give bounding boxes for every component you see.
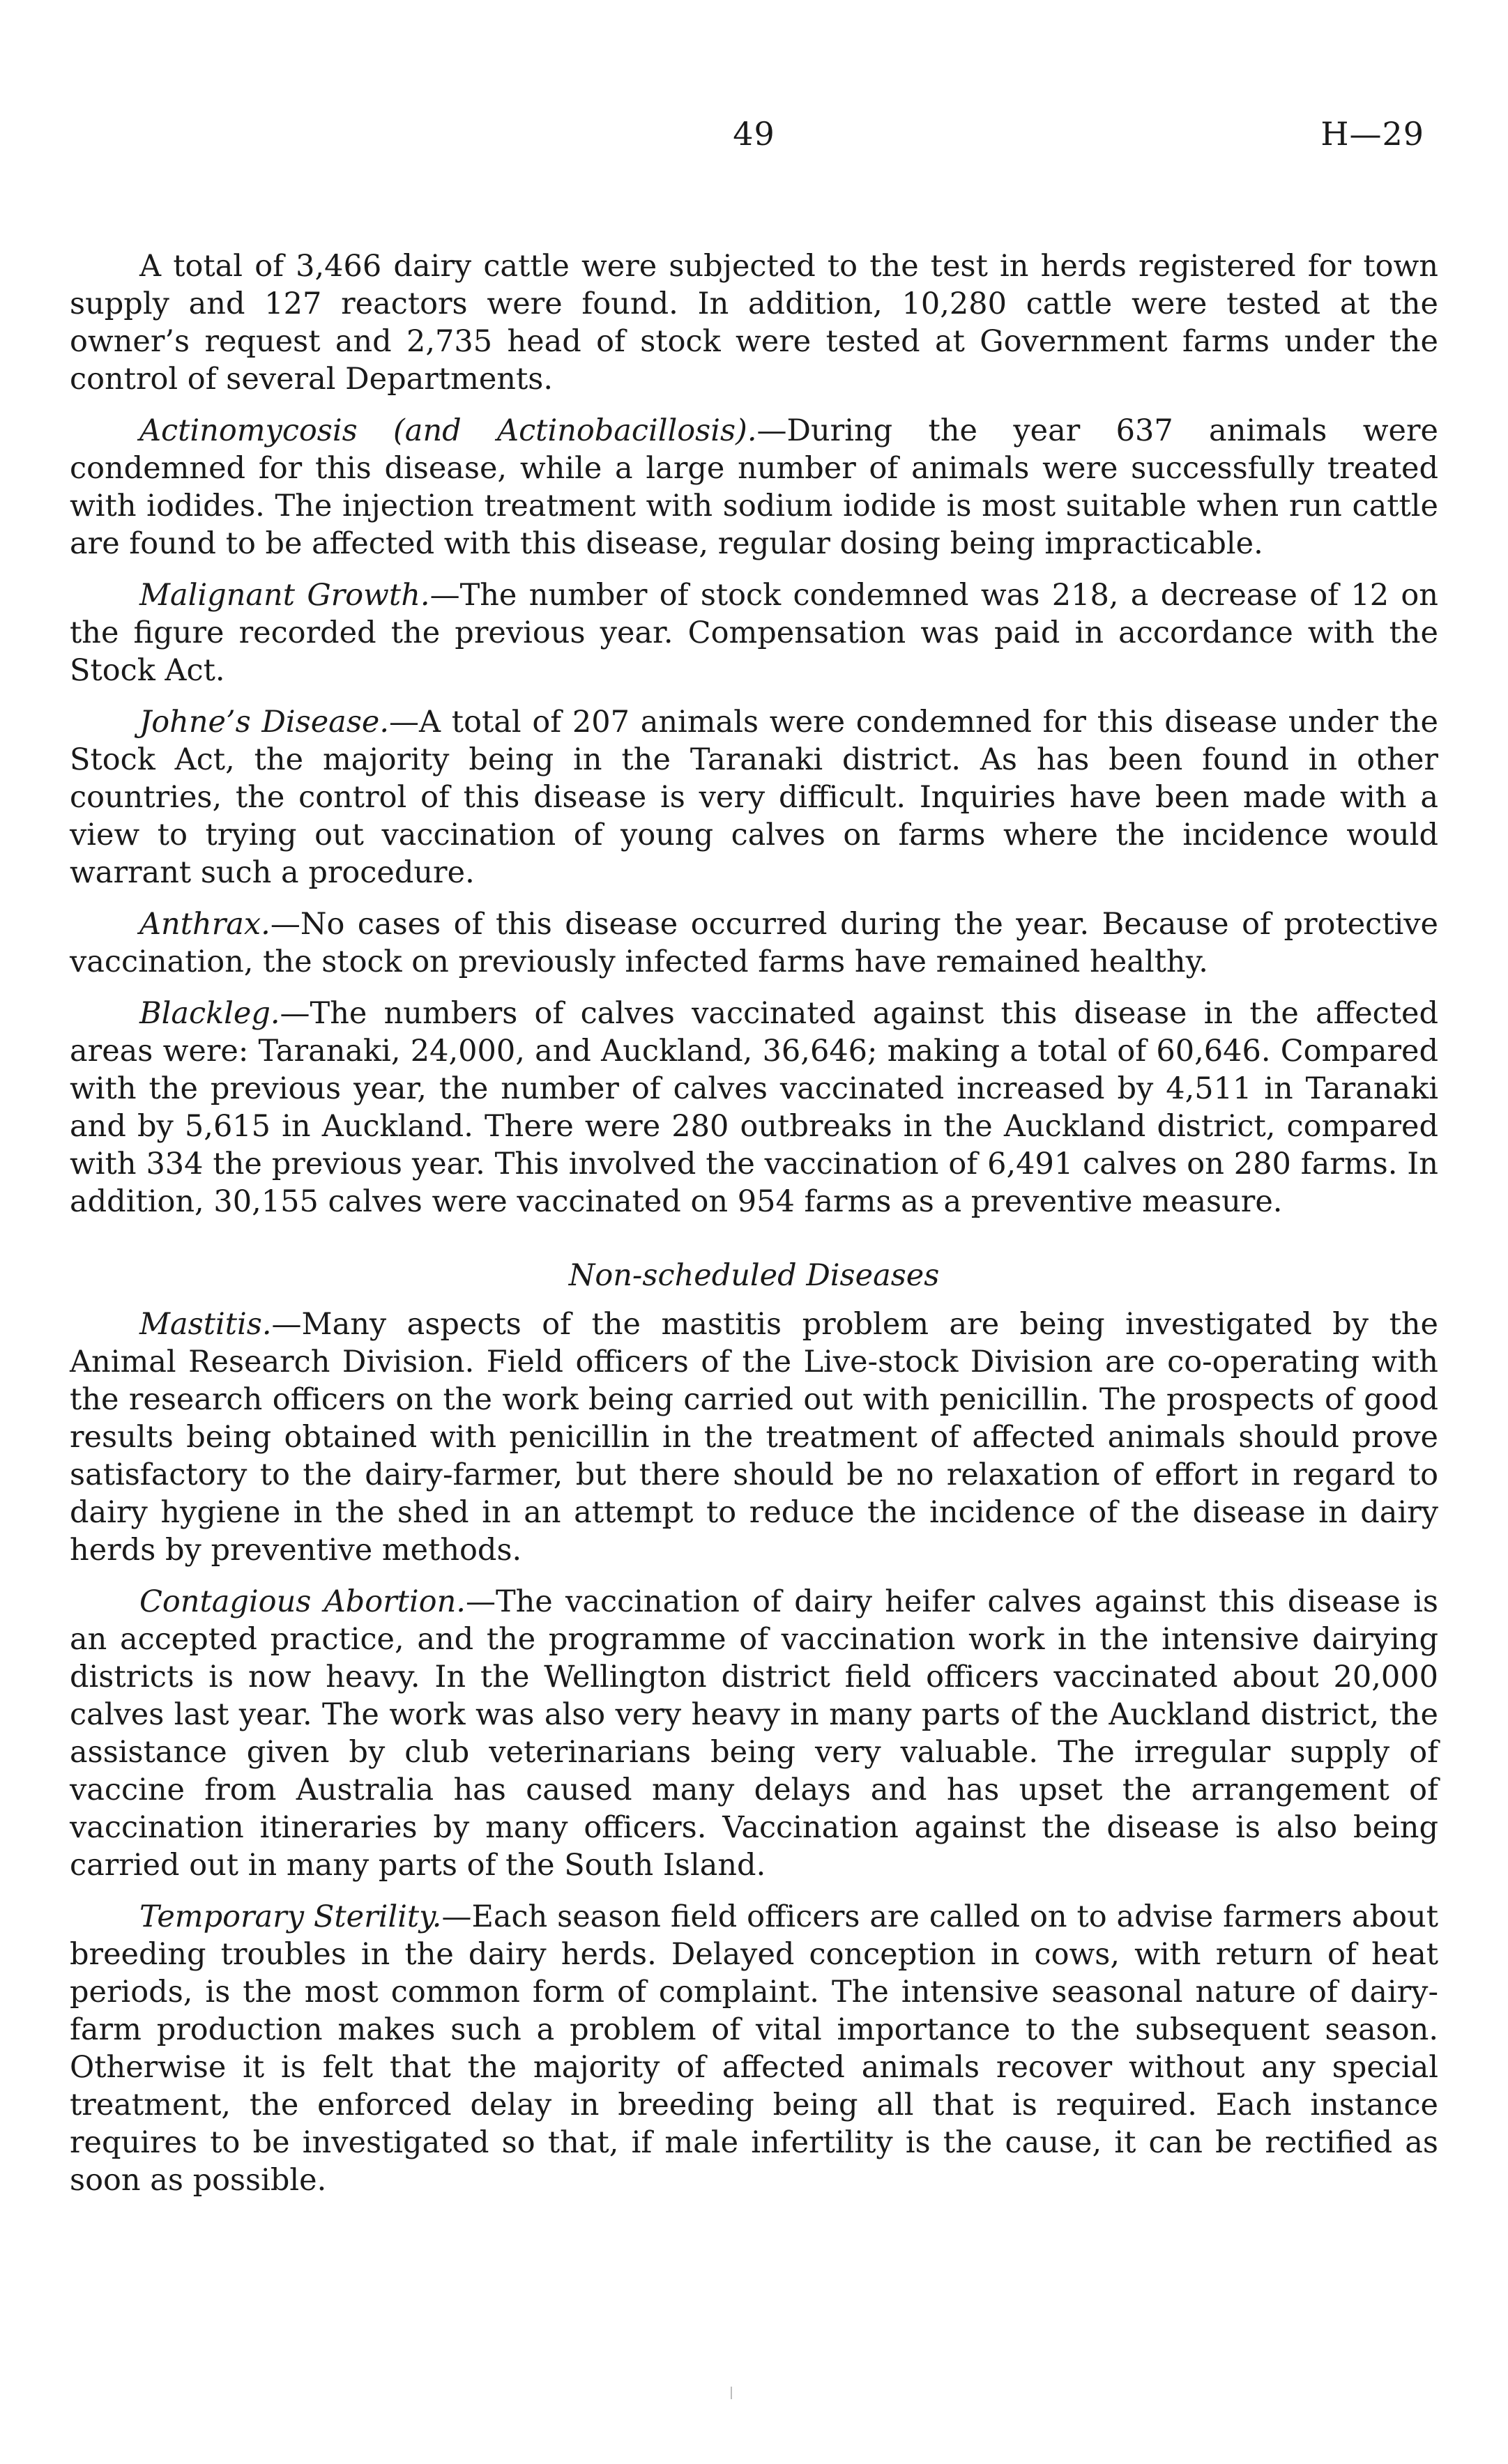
section-heading: Non-scheduled Diseases	[568, 1258, 940, 1293]
paragraph-mastitis	[70, 1306, 1438, 1569]
paragraph-actinomycosis	[70, 412, 1438, 563]
paragraph-johnes-disease	[70, 703, 1438, 892]
paragraph-lead: Johne’s Disease.	[139, 705, 389, 740]
paragraph-body: —The vaccination of dairy heifer calves against this disease is an accepted practice, and the programme of vaccination work in the intensive dairying districts is now heavy. In the Wellington district field officers vaccinated about 20,000 calves last year. The work was also very heavy in many parts of the Auckland district, the assistance given by club veterinarians being very valuable. The irregular supply of vaccine from Australia has caused many delays and has upset the arrangement of vaccination itineraries by many officers. Vaccination against the disease is also being carried out in many parts of the South Island.	[70, 1584, 1438, 1883]
paragraph-body: —The number of stock condemned was 218, a decrease of 12 on the figure recorded the previous year. Compensation was paid in accordance with the Stock Act.	[70, 578, 1438, 688]
paragraph-lead: Temporary Sterility.	[139, 1899, 442, 1934]
paragraph-body: —The numbers of calves vaccinated against this disease in the affected areas were: Taranaki, 24,000, and Auckland, 36,646; making a total of 60,646. Compared with the previous year, the number of calves vaccinated increased by 4,511 in Taranaki and by 5,615 in Auckland. There were 280 outbreaks in the Auckland district, compared with 334 the previous year. This involved the vaccination of 6,491 calves on 280 farms. In addition, 30,155 calves were vaccinated on 954 farms as a preventive measure.	[70, 996, 1438, 1219]
page-number: 49	[733, 115, 775, 153]
paragraph-body: —During the year 637 animals were condemned for this disease, while a large number of animals were successfully treated with iodides. The injection treatment with sodium iodide is most suitable when run cattle are found to be affected with this disease, regular dosing being impracticable.	[70, 413, 1438, 561]
paragraph-lead: Actinomycosis (and Actinobacillosis).	[139, 413, 757, 448]
page-body	[70, 247, 1438, 2199]
paragraph-malignant-growth	[70, 576, 1438, 689]
paragraph-body: —Many aspects of the mastitis problem are being investigated by the Animal Research Division. Field officers of the Live-stock Division are co-operating with the research officers on the work being carried out with penicillin. The prospects of good results being obtained with penicillin in the treatment of affected animals should prove satisfactory to the dairy-farmer, but there should be no relaxation of effort in regard to dairy hygiene in the shed in an attempt to reduce the incidence of the disease in dairy herds by preventive methods.	[70, 1307, 1438, 1568]
document-reference: H—29	[1320, 115, 1424, 153]
paragraph-anthrax	[70, 905, 1438, 981]
paragraph-temporary-sterility	[70, 1898, 1438, 2199]
paragraph-contagious-abortion	[70, 1583, 1438, 1884]
paragraph-body: —A total of 207 animals were condemned for this disease under the Stock Act, the majority being in the Taranaki district. As has been found in other countries, the control of this disease is very difficult. Inquiries have been made with a view to trying out vaccination of young calves on farms where the incidence would warrant such a procedure.	[70, 705, 1438, 890]
page-header	[70, 115, 1438, 171]
paragraph-body: A total of 3,466 dairy cattle were subjected to the test in herds registered for town supply and 127 reactors were found. In addition, 10,280 cattle were tested at the owner’s request and 2,735 head of stock were tested at Government farms under the control of several Departments.	[70, 249, 1438, 397]
paragraph-lead: Anthrax.	[139, 907, 271, 942]
paragraph-body: —Each season field officers are called on to advise farmers about breeding troubles in the dairy herds. Delayed conception in cows, with return of heat periods, is the most common form of complaint. The intensive seasonal nature of dairy-farm production makes such a problem of vital importance to the subsequent season. Otherwise it is felt that the majority of affected animals recover without any special treatment, the enforced delay in breeding being all that is required. Each instance requires to be investigated so that, if male infertility is the cause, it can be rectified as soon as possible.	[70, 1899, 1438, 2198]
paragraph-lead: Contagious Abortion.	[139, 1584, 466, 1619]
paragraph-town-supply-testing	[70, 247, 1438, 398]
paragraph-blackleg	[70, 995, 1438, 1220]
paragraph-lead: Mastitis.	[139, 1307, 272, 1342]
paragraph-lead: Malignant Growth.	[139, 578, 430, 613]
paragraph-body: —No cases of this disease occurred during the year. Because of protective vaccination, the stock on previously infected farms have remained healthy.	[70, 907, 1438, 979]
scan-mark	[731, 2387, 732, 2399]
paragraph-lead: Blackleg.	[139, 996, 280, 1031]
